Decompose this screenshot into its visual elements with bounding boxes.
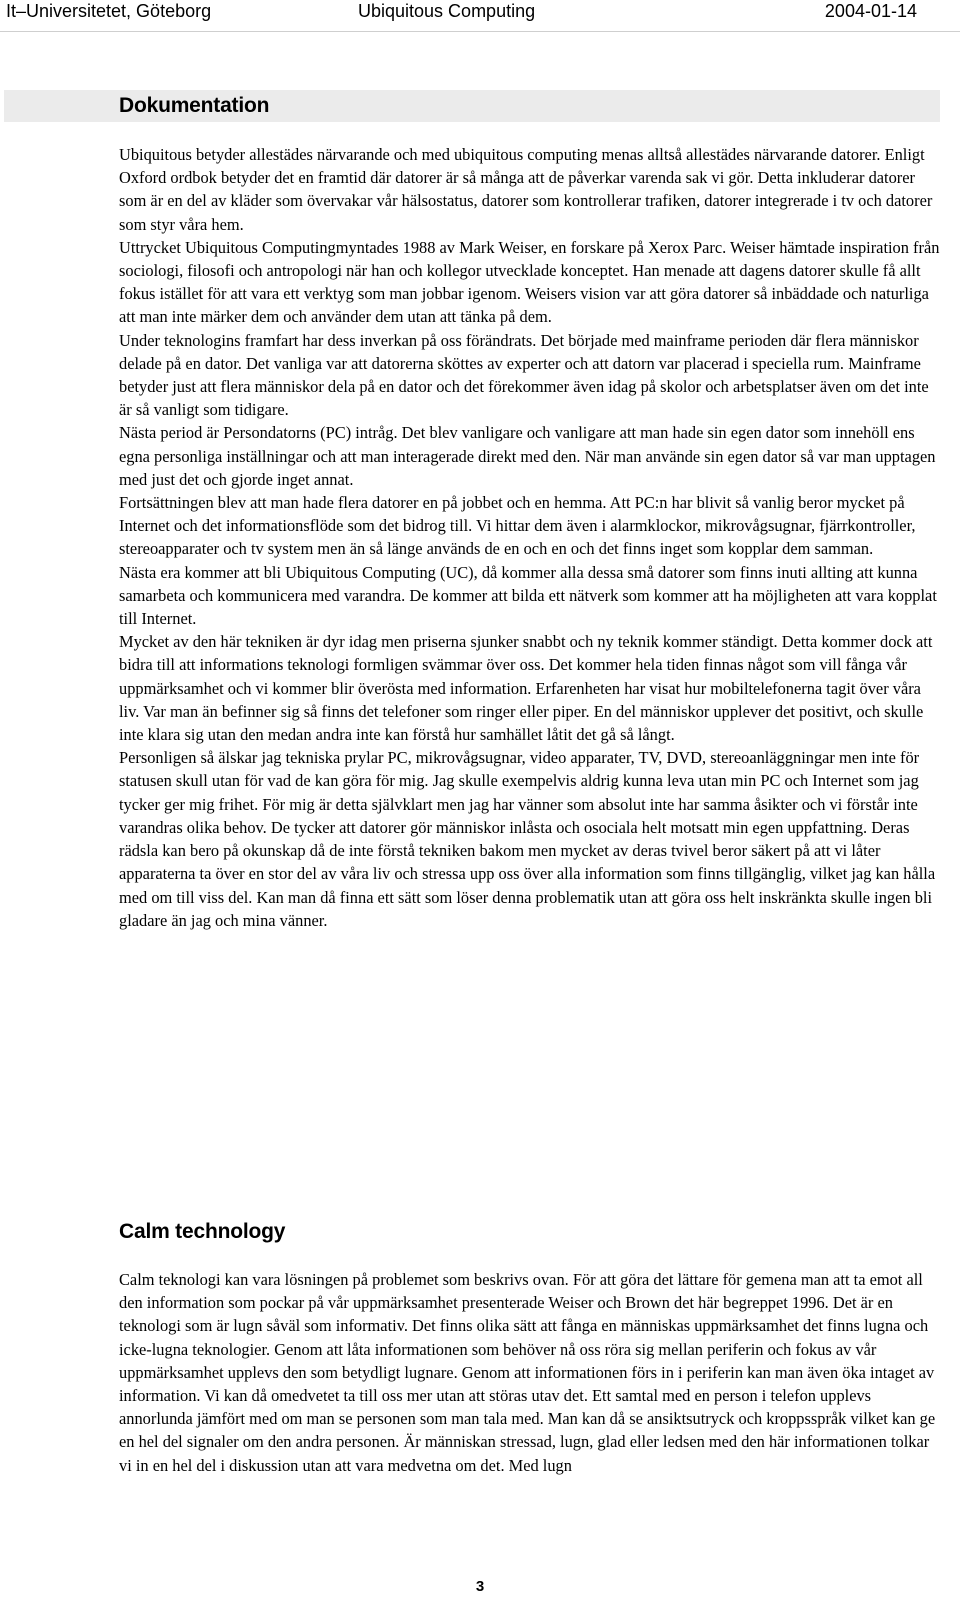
paragraph: Nästa period är Persondatorns (PC) intråg. Det blev vanligare och vanligare att man hade sin egen dator som innehöll ens egna personliga inställningar och att man interagerade direkt med den. När man använde sin egen dator så var man upptagen med just det och gjorde inget annat. [119, 423, 936, 489]
page-header [0, 0, 960, 26]
header-date: 2004-01-14 [824, 1, 917, 21]
paragraph: Calm teknologi kan vara lösningen på problemet som beskrivs ovan. För att göra det lättare för gemena man att ta emot all den information som pockar på vår uppmärksamhet presenterade Weiser och Brown det här begreppet 1996. Det är en teknologi som är lugn såväl som informativ. Det finns olika sätt att fånga en människas uppmärksamhet det finns lugna och icke-lugna teknologier. Genom att låta informationen som behöver nå oss röra sig mellan periferin och fokus av vår uppmärksamhet upplevs den som betydligt lugnare. Genom att informationen förs in i periferin kan man även öka intaget av information. Vi kan då omedvetet ta till oss mer utan att störas utav det. Ett samtal med en person i telefon upplevs annorlunda jämfört med om man se personen som man tala med. Man kan då se ansiktsutryck och kroppsspråk vilket kan ge en hel del signaler om den andra personen. Är människan stressad, lugn, glad eller ledsen med den här informationen tolkar vi in en hel del i diskussion utan att vara medvetna om det. Med lugn [119, 1270, 936, 1475]
section-heading-dokumentation: Dokumentation [4, 90, 940, 122]
paragraph: Uttrycket Ubiquitous Computingmyntades 1988 av Mark Weiser, en forskare på Xerox Parc. Weiser hämtade inspiration från sociologi, filosofi och antropologi när han och kollegor utvecklade konceptet. Han menade att dagens datorer skulle få allt fokus istället för att vara ett verktyg som man jobbar igenom. Weisers vision var att göra datorer så inbäddade och naturliga att man inte märker dem och använder dem utan att tänka på dem. [119, 237, 940, 327]
header-divider [0, 31, 960, 32]
paragraph: Under teknologins framfart har dess inverkan på oss förändrats. Det började med mainframe perioden där flera människor delade på en dator. Det vanliga var att datorerna sköttes av experter och att datorn var placerad i speciella rum. Mainframe betyder just att flera människor dela på en dator och det förekommer även idag på skolor och arbetsplatser även om det inte är så vanligt som tidigare. [119, 330, 929, 420]
page-number: 3 [475, 1578, 485, 1595]
section-heading-calm-technology: Calm technology [119, 1220, 286, 1243]
paragraph: Mycket av den här tekniken är dyr idag men priserna sjunker snabbt och ny teknik kommer ständigt. Detta kommer dock att bidra till att informations teknologi formligen svämmar över oss. Det kommer hela tiden finnas något som vill fånga vår uppmärksamhet och vi kommer blir överösta med information. Erfarenheten har visat hur mobiltelefonerna tagit över våra liv. Var man än befinner sig så finns det telefoner som ringer eller piper. En del människor upplever det positivt, och skulle inte klara sig utan den medan andra inte kan förstå hur samhället låtit det gå så långt. [119, 632, 933, 745]
paragraph: Personligen så älskar jag tekniska prylar PC, mikrovågsugnar, video apparater, TV, DVD, stereoanläggningar men inte för statusen skull utan för vad de kan göra för mig. Jag skulle exempelvis aldrig kunna leva utan min PC och Internet som jag tycker ger mig frihet. För mig är detta självklart men jag har vänner som absolut inte har samma åsikter och vi förstår inte varandras olika behov. De tycker att datorer gör människor inlåsta och osociala helt motsatt min egen uppfattning. Deras rädsla kan bero på okunskap då de inte förstå tekniken bakom men mycket av deras tvivel beror säkert på att vi låter apparaterna ta över en stor del av våra liv och stressa upp oss över alla information som finns tillgänglig, vilket jag kan hålla med om till viss del. Kan man då finna ett sätt som löser denna problematik utan att göra oss helt inskränkta skulle ingen bli gladare än jag och mina vänner. [119, 748, 936, 930]
section-body-calm-technology [119, 1268, 941, 1477]
paragraph: Ubiquitous betyder allestädes närvarande och med ubiquitous computing menas alltså allestädes närvarande datorer. Enligt Oxford ordbok betyder det en framtid där datorer är så många att de påverkar varenda sak vi gör. Detta inkluderar datorer som är en del av kläder som övervakar vår hälsostatus, datorer som kontrollerar trafiken, datorer integrerade i tv och datorer som styr våra hem. [119, 145, 933, 234]
section-body-dokumentation [119, 143, 941, 932]
header-institution: It–Universitetet, Göteborg [6, 1, 212, 21]
paragraph: Fortsättningen blev att man hade flera datorer en på jobbet och en hemma. Att PC:n har blivit så vanlig beror mycket på Internet och det informationsflöde som det bidrog till. Vi hittar dem även i alarmklockor, mikrovågsugnar, fjärrkontroller, stereoapparater och tv system men än så länge används de en och en och det finns inget som kopplar dem samman. [119, 493, 916, 559]
header-title: Ubiquitous Computing [358, 1, 536, 21]
paragraph: Nästa era kommer att bli Ubiquitous Computing (UC), då kommer alla dessa små datorer som finns inuti allting att kunna samarbeta och kommunicera med varandra. De kommer att bilda ett nätverk som kommer att ha möjligheten att vara kopplat till Internet. [119, 562, 937, 629]
